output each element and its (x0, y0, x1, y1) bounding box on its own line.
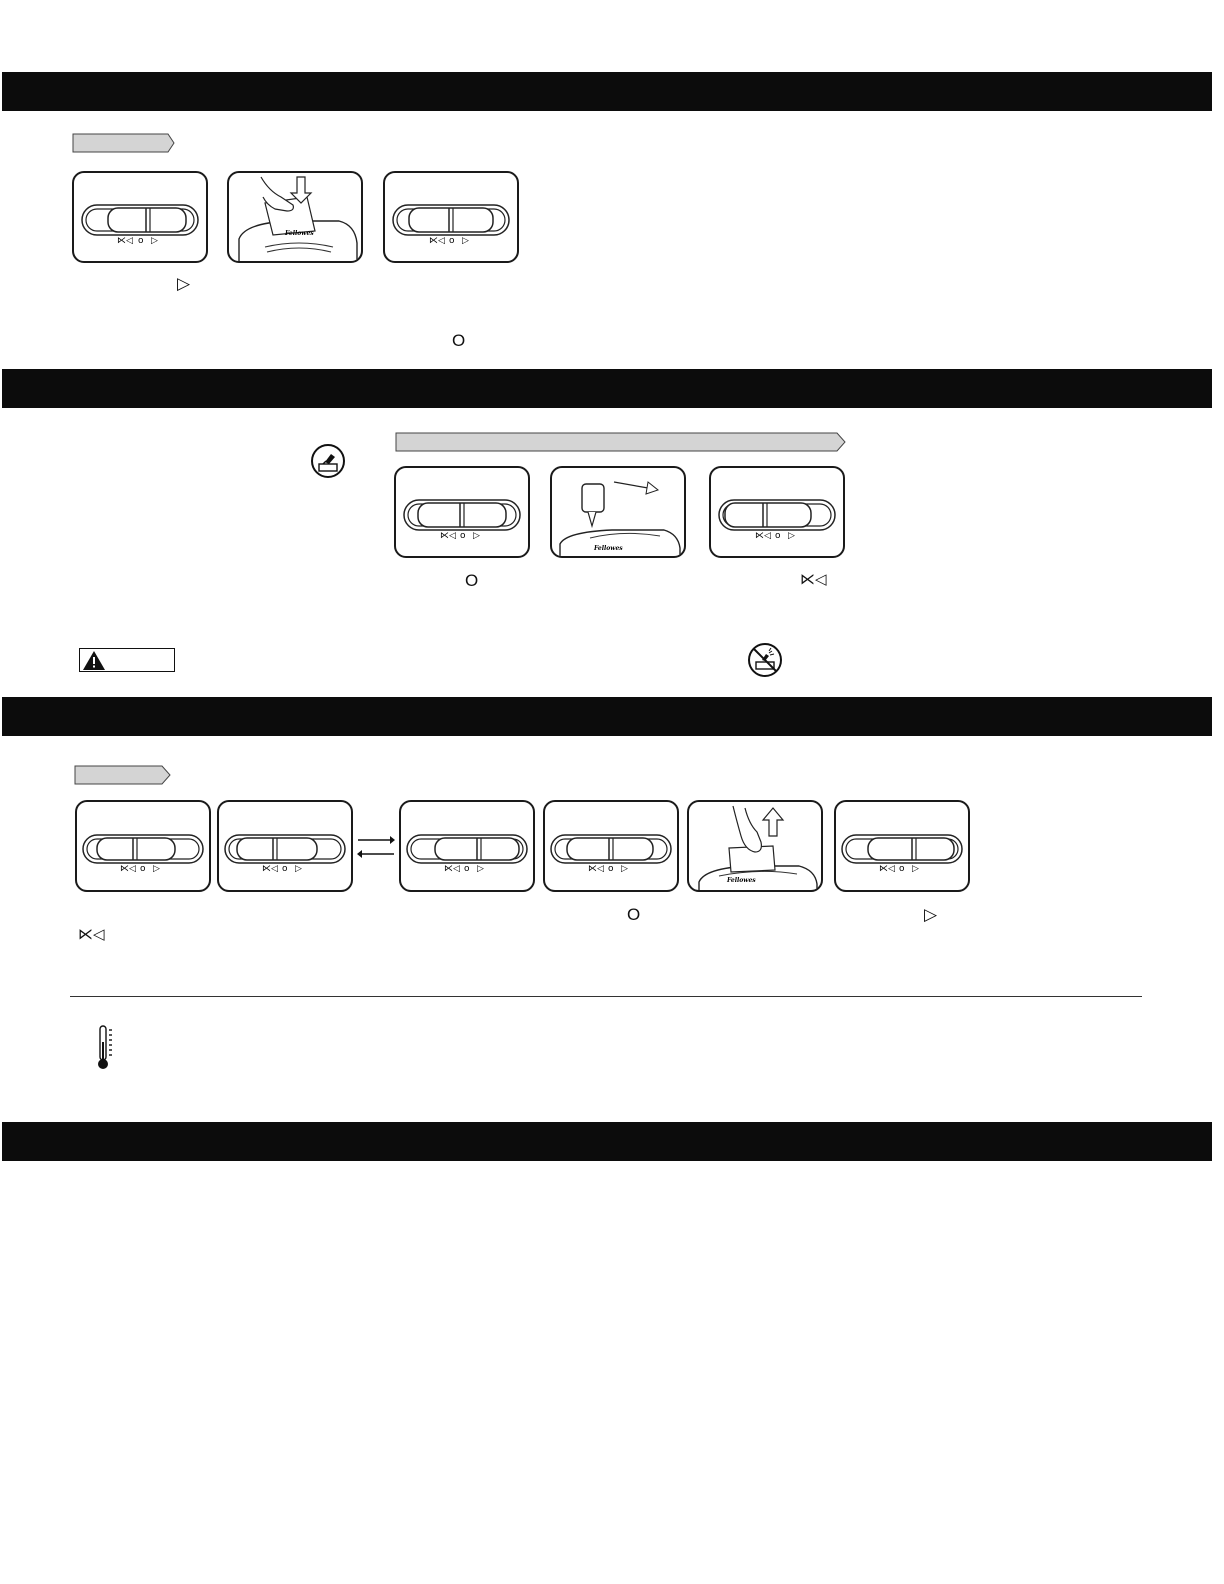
svg-text:⋉◁: ⋉◁ (262, 864, 278, 874)
switch-icon (396, 468, 528, 556)
switch-panel-jam-1 (75, 800, 211, 892)
svg-text:o: o (449, 236, 455, 246)
switch-panel-off-2 (394, 466, 530, 558)
section-2-header (2, 369, 1212, 408)
svg-text:⋉◁: ⋉◁ (588, 864, 604, 874)
switch-panel-jam-2 (217, 800, 353, 892)
svg-text:⋉◁: ⋉◁ (120, 864, 136, 874)
off-symbol: O (627, 905, 641, 924)
section-1-header (2, 72, 1212, 111)
oiling-icon (552, 468, 684, 556)
switch-icon (836, 802, 968, 890)
svg-text:▷: ▷ (462, 236, 469, 246)
svg-text:⋉◁: ⋉◁ (755, 531, 771, 541)
warning-triangle-icon (82, 650, 106, 671)
step-tag-3 (74, 765, 172, 785)
svg-text:o: o (775, 531, 781, 541)
switch-panel-reverse (709, 466, 845, 558)
svg-text:o: o (608, 864, 614, 874)
switch-panel-jam-off (543, 800, 679, 892)
forward-symbol: ▷ (177, 274, 191, 293)
switch-panel-off (383, 171, 519, 263)
section-4-header (2, 1122, 1212, 1161)
svg-text:⋉◁: ⋉◁ (117, 236, 133, 246)
no-aerosol-icon (748, 643, 782, 677)
step-tag-1 (72, 133, 176, 153)
switch-panel-jam-3 (399, 800, 535, 892)
switch-icon (74, 173, 206, 261)
switch-icon (77, 802, 209, 890)
alternate-arrows-icon (356, 834, 396, 860)
svg-text:▷: ▷ (295, 864, 302, 874)
forward-symbol: ▷ (924, 905, 938, 924)
off-symbol: O (465, 571, 479, 590)
svg-text:▷: ▷ (912, 864, 919, 874)
paper-insert-icon (229, 173, 361, 261)
oiling-panel (550, 466, 686, 558)
switch-icon (711, 468, 843, 556)
reverse-symbol: ⋉◁ (800, 571, 827, 588)
svg-text:Fellowes: Fellowes (285, 230, 314, 237)
oil-bottle-icon (311, 444, 345, 478)
paper-insert-panel (227, 171, 363, 263)
warning-label (79, 648, 175, 672)
reverse-symbol: ⋉◁ (78, 926, 105, 943)
svg-text:o: o (138, 236, 144, 246)
switch-panel-forward (72, 171, 208, 263)
svg-text:▷: ▷ (153, 864, 160, 874)
switch-icon (401, 802, 533, 890)
svg-text:▷: ▷ (477, 864, 484, 874)
step-tag-2 (395, 432, 847, 452)
divider-line (70, 996, 1142, 997)
paper-remove-icon (689, 802, 821, 890)
svg-text:Fellowes: Fellowes (594, 545, 623, 552)
svg-text:⋉◁: ⋉◁ (444, 864, 460, 874)
svg-text:⋉◁: ⋉◁ (429, 236, 445, 246)
thermometer-icon (96, 1024, 116, 1070)
svg-text:⋉◁: ⋉◁ (879, 864, 895, 874)
svg-text:⋉◁: ⋉◁ (440, 531, 456, 541)
svg-text:o: o (282, 864, 288, 874)
svg-text:o: o (464, 864, 470, 874)
svg-text:o: o (460, 531, 466, 541)
switch-icon (385, 173, 517, 261)
svg-text:▷: ▷ (788, 531, 795, 541)
svg-text:o: o (899, 864, 905, 874)
svg-text:▷: ▷ (621, 864, 628, 874)
section-3-header (2, 697, 1212, 736)
switch-icon (545, 802, 677, 890)
off-symbol: O (452, 331, 466, 350)
svg-text:▷: ▷ (151, 236, 158, 246)
switch-icon (219, 802, 351, 890)
paper-remove-panel (687, 800, 823, 892)
svg-text:o: o (140, 864, 146, 874)
switch-panel-jam-forward (834, 800, 970, 892)
svg-text:▷: ▷ (473, 531, 480, 541)
svg-text:Fellowes: Fellowes (727, 877, 756, 884)
